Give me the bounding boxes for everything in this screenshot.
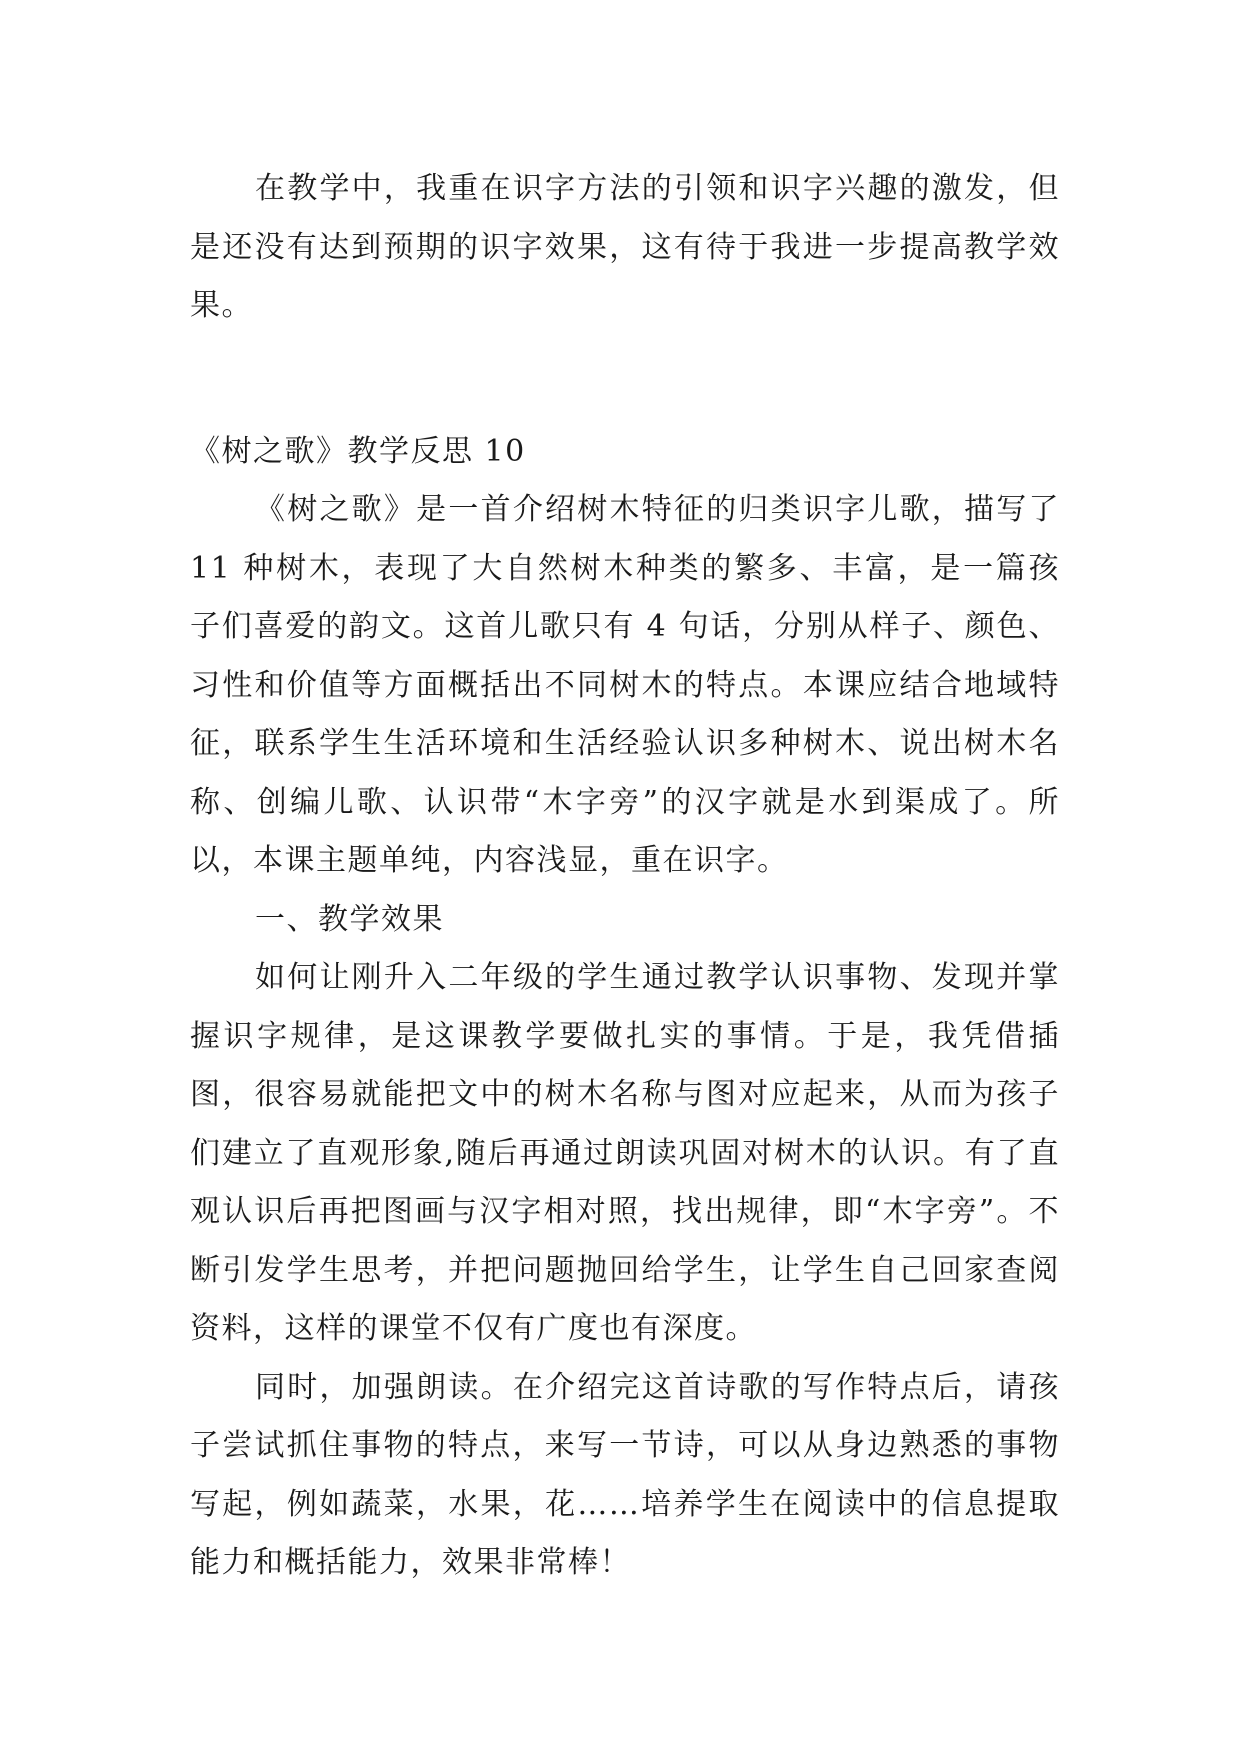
paragraph-method: 如何让刚升入二年级的学生通过教学认识事物、发现并掌握识字规律，是这课教学要做扎实的事情。于是，我凭借插图，很容易就能把文中的树木名称与图对应起来，从而为孩子们建立了直观形象,随后再通过朗读巩固对树木的认识。有了直观认识后再把图画与汉字相对照，找出规律，即“木字旁”。不断引发学生思考，并把问题抛回给学生，让学生自己回家查阅资料，这样的课堂不仅有广度也有深度。 [190, 960, 1060, 1346]
paragraph-reading: 同时，加强朗读。在介绍完这首诗歌的写作特点后，请孩子尝试抓住事物的特点，来写一节诗，可以从身边熟悉的事物写起，例如蔬菜，水果，花……培养学生在阅读中的信息提取能力和概括能力，效果非常棒！ [190, 1369, 1060, 1580]
section-gap [190, 336, 1060, 423]
subheading-teaching-effect: 一、教学效果 [255, 901, 444, 937]
paragraph-summary: 《树之歌》是一首介绍树木特征的归类识字儿歌，描写了 11 种树木，表现了大自然树木种类的繁多、丰富，是一篇孩子们喜爱的韵文。这首儿歌只有 4 句话，分别从样子、颜色、习性和价值等方面概括出不同树木的特点。本课应结合地域特征，联系学生生活环境和生活经验认识多种树木、说出树木名称、创编儿歌、认识带“木字旁”的汉字就是水到渠成了。所以，本课主题单纯，内容浅显，重在识字。 [190, 492, 1060, 878]
intro-paragraph: 在教学中，我重在识字方法的引领和识字兴趣的激发，但是还没有达到预期的识字效果，这有待于我进一步提高教学效果。 [190, 171, 1060, 323]
section-title: 《树之歌》教学反思 10 [190, 433, 526, 469]
document-body [190, 160, 1060, 1593]
